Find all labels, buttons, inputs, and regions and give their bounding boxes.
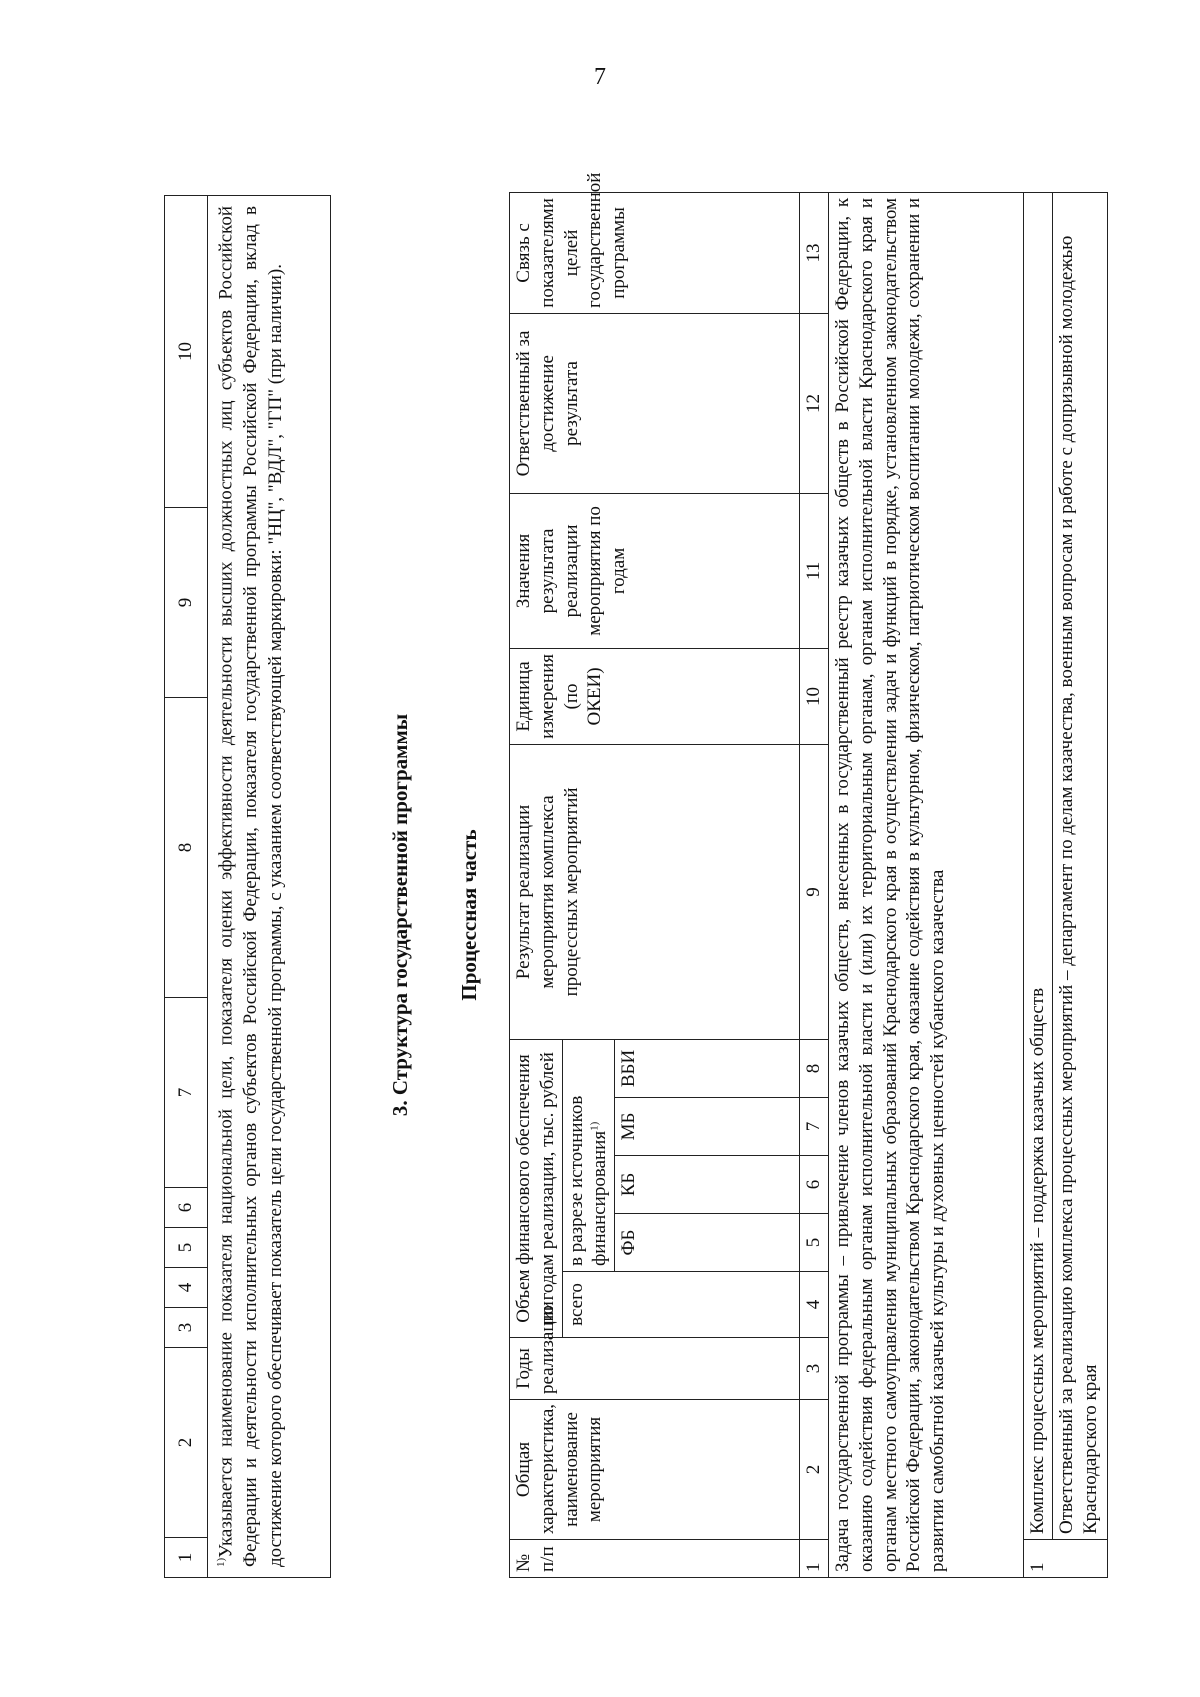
col-number-11: 11 [800, 493, 829, 648]
complex-responsible-row [1052, 192, 1107, 1577]
header-link: Связь с показателями целей государственной программы [510, 192, 800, 313]
col-number-5: 5 [800, 1214, 829, 1272]
footnote [208, 196, 331, 1578]
upper-col-6: 6 [165, 1188, 208, 1228]
header-mb: МБ [615, 1098, 800, 1156]
header-values: Значения результата реализации мероприятия по годам [510, 493, 800, 648]
header-finance: Объем финансового обеспечения по годам реализации, тыс. рублей [510, 1039, 563, 1337]
complex-responsible: Ответственный за реализацию комплекса процессных мероприятий – департамент по делам казачества, военным вопросам и работе с допризывной молодежью Краснодарского края [1052, 192, 1107, 1539]
structure-table [509, 172, 1108, 1578]
subsection-title: Процессная часть [457, 829, 481, 1001]
col-number-1: 1 [800, 1540, 829, 1578]
task-text: Задача государственной программы – привлечение членов казачьих обществ, внесенных в государственный реестр казачьих обществ в Российской Федерации, к оказанию содействия федеральным органам исполнительной власти и (или) их территориальным органам, органам исполнительной власти Краснодарского края и органам местного самоуправления муниципальных образований Краснодарского края в осуществлении задач и функций в порядке, установленном законодательством Российской Федерации, законодательством Краснодарского края, оказание содействия в культурном, физическом, патриотическом воспитании молодежи, сохранении и развитии самобытной казачьей культуры и духовных ценностей кубанского казачества [829, 192, 1024, 1577]
upper-col-7: 7 [165, 998, 208, 1188]
upper-table-note-row [208, 196, 331, 1578]
column-number-row [800, 192, 829, 1577]
upper-col-3: 3 [165, 1308, 208, 1348]
col-number-8: 8 [800, 1039, 829, 1097]
upper-table-header-row [165, 196, 208, 1578]
header-no: № п/п [510, 1540, 800, 1578]
header-by-source-mark: 1) [588, 1121, 601, 1131]
header-kb: КБ [615, 1156, 800, 1214]
col-number-4: 4 [800, 1272, 829, 1338]
header-fb: ФБ [615, 1214, 800, 1272]
upper-col-10: 10 [165, 196, 208, 508]
col-number-3: 3 [800, 1338, 829, 1400]
header-by-source-text: в разрезе источников финансирования [565, 1095, 611, 1266]
upper-col-8: 8 [165, 698, 208, 998]
complex-row [1024, 192, 1053, 1577]
page-number: 7 [594, 64, 606, 90]
col-number-9: 9 [800, 744, 829, 1039]
footnote-text: Указывается наименование показателя национальной цели, показателя оценки эффективности деятельности высших должностных лиц субъектов Российской Федерации и деятельности исполнительных органов субъектов Российской Федерации, показателя государственной программы Российской Федерации, вклад в достижение которого обеспечивает показатель цели государственной программы, с указанием соответствующей маркировки: "НЦ", "ВДЛ", "ГП" (при наличии). [215, 206, 286, 1567]
footnote-mark: 1) [215, 1557, 227, 1567]
col-number-7: 7 [800, 1098, 829, 1156]
upper-table [164, 195, 331, 1578]
upper-col-5: 5 [165, 1228, 208, 1268]
upper-col-2: 2 [165, 1348, 208, 1538]
task-row [829, 192, 1024, 1577]
header-general: Общая характеристика, наименование мероприятия [510, 1400, 800, 1540]
col-number-6: 6 [800, 1156, 829, 1214]
header-total: всего [562, 1272, 800, 1338]
complex-title: Комплекс процессных мероприятий – поддержка казачьих обществ [1024, 192, 1053, 1539]
col-number-13: 13 [800, 192, 829, 313]
complex-number: 1 [1024, 1540, 1108, 1578]
header-vbi: ВБИ [615, 1039, 800, 1097]
header-years: Годы реализации [510, 1338, 800, 1400]
header-unit: Единица измерения (по ОКЕИ) [510, 648, 800, 744]
header-row-1 [510, 192, 563, 1577]
section-title: 3. Структура государственной программы [388, 713, 412, 1117]
upper-col-4: 4 [165, 1268, 208, 1308]
header-by-source [562, 1039, 615, 1271]
col-number-10: 10 [800, 648, 829, 744]
rotated-page-content [82, 135, 1142, 1695]
upper-col-9: 9 [165, 508, 208, 698]
header-result: Результат реализации мероприятия комплекса процессных мероприятий [510, 744, 800, 1039]
upper-col-1: 1 [165, 1538, 208, 1578]
header-responsible: Ответственный за достижение результата [510, 313, 800, 493]
col-number-12: 12 [800, 313, 829, 493]
col-number-2: 2 [800, 1400, 829, 1540]
